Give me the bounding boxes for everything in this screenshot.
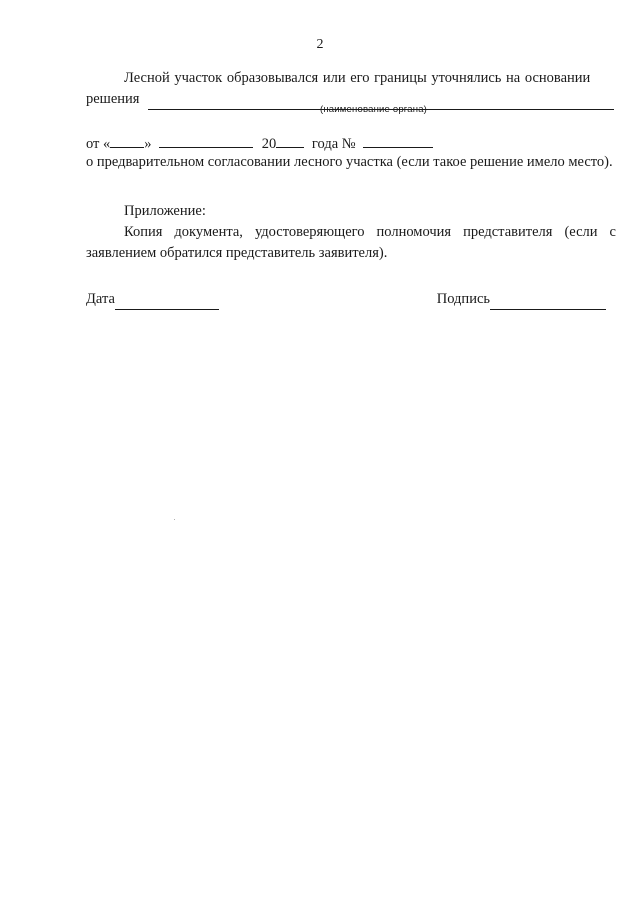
date-label: Дата xyxy=(86,291,115,307)
signature-block xyxy=(437,289,606,310)
appendix-text: Копия документа, удостоверяющего полномочия представителя (если с заявлением обратился представитель заявителя). xyxy=(86,224,616,261)
signature-label: Подпись xyxy=(436,291,490,307)
year-field[interactable] xyxy=(276,131,304,148)
authority-name-caption: (наименование органа) xyxy=(320,104,428,115)
date-field[interactable] xyxy=(115,293,219,310)
from-label: от « xyxy=(86,136,111,152)
year-prefix: 20 xyxy=(261,136,277,152)
page-number: 2 xyxy=(316,37,324,52)
year-number-label: года № xyxy=(311,136,356,152)
signature-row xyxy=(86,289,606,310)
decision-number-field[interactable] xyxy=(363,131,433,148)
scan-artifact xyxy=(174,519,175,520)
basis-line-1-text: Лесной участок образовывался или его границы уточнялись на основании xyxy=(124,70,591,86)
date-block xyxy=(86,289,219,310)
day-field[interactable] xyxy=(110,131,144,148)
preapproval-text: о предварительном согласовании лесного участка (если такое решение имело место). xyxy=(86,154,613,170)
signature-field[interactable] xyxy=(490,293,606,310)
decision-label: решения xyxy=(86,91,140,107)
month-field[interactable] xyxy=(159,131,253,148)
appendix-title: Приложение: xyxy=(124,203,206,219)
day-close-quote: » xyxy=(144,136,152,152)
basis-line-1 xyxy=(86,68,616,89)
